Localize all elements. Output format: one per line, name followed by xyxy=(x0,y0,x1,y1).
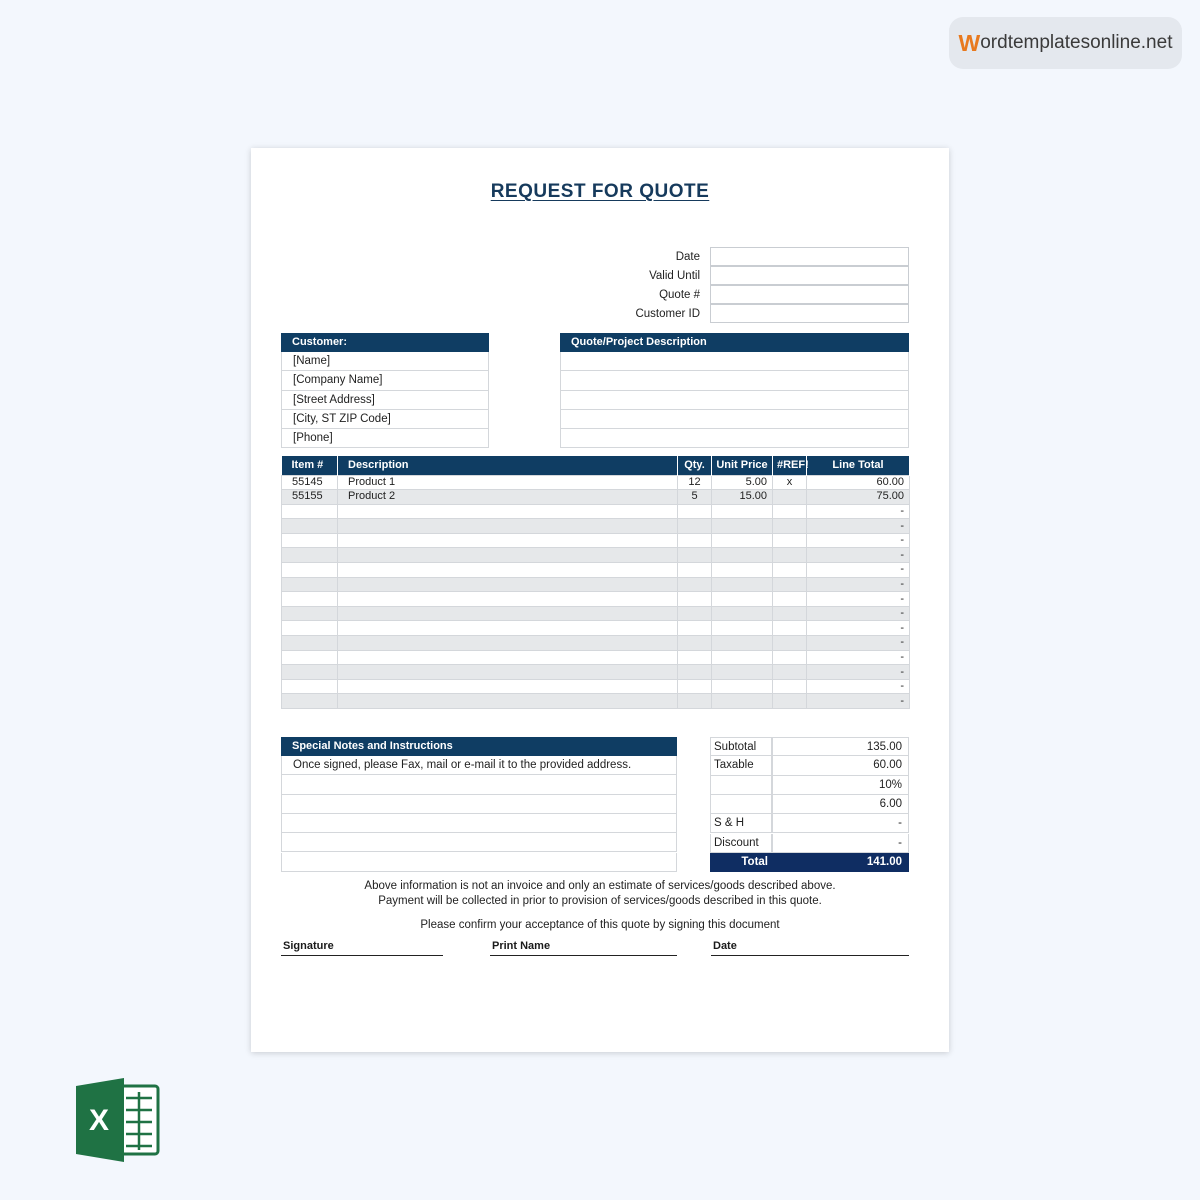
table-row xyxy=(282,519,910,534)
customer-name[interactable]: [Name] xyxy=(281,352,489,371)
cell-qty[interactable] xyxy=(678,519,712,534)
cell-line-total: - xyxy=(807,636,910,651)
cell-qty[interactable] xyxy=(678,679,712,694)
tax-rate-value[interactable]: 10% xyxy=(772,776,909,795)
cell-item-number[interactable] xyxy=(282,504,338,519)
cell-ref[interactable] xyxy=(773,548,807,563)
meta-label-customer-id: Customer ID xyxy=(635,308,700,320)
cell-description[interactable] xyxy=(338,504,678,519)
table-row xyxy=(282,694,910,709)
cell-ref[interactable] xyxy=(773,679,807,694)
cell-ref[interactable] xyxy=(773,490,807,505)
quote-number-field[interactable] xyxy=(710,285,909,304)
taxable-label: Taxable xyxy=(710,756,772,775)
subtotal-label: Subtotal xyxy=(710,737,772,756)
table-row xyxy=(282,621,910,636)
notes-line[interactable] xyxy=(281,833,677,852)
cell-ref[interactable] xyxy=(773,694,807,709)
svg-text:X: X xyxy=(88,1104,110,1137)
signature-date-line[interactable]: Date xyxy=(711,940,909,956)
cell-qty[interactable] xyxy=(678,650,712,665)
cell-ref[interactable] xyxy=(773,533,807,548)
customer-city[interactable]: [City, ST ZIP Code] xyxy=(281,410,489,429)
cell-description[interactable] xyxy=(338,636,678,651)
cell-unit-price[interactable] xyxy=(712,665,773,680)
cell-unit-price[interactable] xyxy=(712,519,773,534)
cell-qty[interactable] xyxy=(678,636,712,651)
cell-qty[interactable] xyxy=(678,592,712,607)
table-row xyxy=(282,548,910,563)
cell-unit-price[interactable] xyxy=(712,592,773,607)
table-row xyxy=(282,650,910,665)
cell-ref[interactable] xyxy=(773,621,807,636)
cell-item-number[interactable] xyxy=(282,592,338,607)
cell-unit-price[interactable] xyxy=(712,694,773,709)
brand-name: ordtemplatesonline.net xyxy=(980,32,1173,53)
cell-qty[interactable]: 5 xyxy=(678,490,712,505)
notes-line[interactable] xyxy=(281,775,677,794)
project-line[interactable] xyxy=(560,410,909,429)
table-row xyxy=(282,504,910,519)
notes-line[interactable] xyxy=(281,795,677,814)
meta-label-quote-number: Quote # xyxy=(659,289,700,301)
table-row xyxy=(282,636,910,651)
disclaimer-line-2: Payment will be collected in prior to provision of services/goods described in this quote. xyxy=(378,895,822,907)
cell-ref[interactable] xyxy=(773,606,807,621)
cell-line-total: - xyxy=(807,533,910,548)
col-line-total: Line Total xyxy=(807,456,910,475)
discount-value[interactable]: - xyxy=(772,834,909,853)
project-line[interactable] xyxy=(560,352,909,371)
document-title: REQUEST FOR QUOTE xyxy=(490,181,710,202)
cell-line-total: - xyxy=(807,694,910,709)
col-ref: #REF! xyxy=(773,456,807,475)
brand-initial: W xyxy=(958,29,981,56)
customer-street[interactable]: [Street Address] xyxy=(281,391,489,410)
cell-line-total: - xyxy=(807,592,910,607)
cell-line-total: - xyxy=(807,563,910,578)
col-item-number: Item # xyxy=(282,456,338,475)
cell-qty[interactable]: 12 xyxy=(678,475,712,490)
cell-qty[interactable] xyxy=(678,665,712,680)
cell-ref[interactable] xyxy=(773,650,807,665)
items-table xyxy=(281,456,910,709)
table-row xyxy=(282,563,910,578)
valid-until-field[interactable] xyxy=(710,266,909,285)
cell-item-number[interactable]: 55145 xyxy=(282,475,338,490)
cell-qty[interactable] xyxy=(678,577,712,592)
cell-item-number[interactable] xyxy=(282,519,338,534)
cell-item-number[interactable] xyxy=(282,606,338,621)
cell-unit-price[interactable] xyxy=(712,504,773,519)
cell-ref[interactable] xyxy=(773,519,807,534)
cell-qty[interactable] xyxy=(678,694,712,709)
table-row xyxy=(282,475,910,490)
shipping-label: S & H xyxy=(710,814,772,833)
cell-item-number[interactable] xyxy=(282,577,338,592)
subtotal-value: 135.00 xyxy=(772,737,909,756)
discount-label: Discount xyxy=(710,834,772,853)
cell-description[interactable] xyxy=(338,650,678,665)
cell-description[interactable] xyxy=(338,679,678,694)
cell-unit-price[interactable] xyxy=(712,548,773,563)
cell-line-total: - xyxy=(807,665,910,680)
excel-icon xyxy=(76,1078,160,1162)
cell-item-number[interactable] xyxy=(282,533,338,548)
cell-line-total: 75.00 xyxy=(807,490,910,505)
cell-item-number[interactable] xyxy=(282,694,338,709)
print-name-line[interactable]: Print Name xyxy=(490,940,677,956)
cell-line-total: - xyxy=(807,519,910,534)
cell-item-number[interactable] xyxy=(282,621,338,636)
notes-line[interactable]: Once signed, please Fax, mail or e-mail it to the provided address. xyxy=(281,756,677,775)
date-field[interactable] xyxy=(710,247,909,266)
cell-unit-price[interactable] xyxy=(712,650,773,665)
shipping-value[interactable]: - xyxy=(772,814,909,833)
cell-description[interactable] xyxy=(338,563,678,578)
cell-unit-price[interactable]: 15.00 xyxy=(712,490,773,505)
cell-qty[interactable] xyxy=(678,606,712,621)
cell-ref[interactable] xyxy=(773,563,807,578)
cell-line-total: - xyxy=(807,650,910,665)
tax-amount-value: 6.00 xyxy=(772,795,909,814)
signature-line[interactable]: Signature xyxy=(281,940,443,956)
tax-rate-label xyxy=(710,776,772,795)
cell-description[interactable] xyxy=(338,665,678,680)
table-row xyxy=(282,533,910,548)
cell-description[interactable] xyxy=(338,621,678,636)
customer-header: Customer: xyxy=(281,333,489,352)
table-row xyxy=(282,577,910,592)
total-label: Total xyxy=(710,853,772,872)
items-header-row xyxy=(282,456,910,475)
notes-line[interactable] xyxy=(281,853,677,872)
meta-label-valid-until: Valid Until xyxy=(649,270,700,282)
cell-unit-price[interactable] xyxy=(712,679,773,694)
cell-description[interactable]: Product 1 xyxy=(338,475,678,490)
tax-amount-label xyxy=(710,795,772,814)
cell-qty[interactable] xyxy=(678,563,712,578)
cell-unit-price[interactable] xyxy=(712,621,773,636)
brand-badge xyxy=(949,17,1182,69)
customer-company[interactable]: [Company Name] xyxy=(281,371,489,390)
customer-phone[interactable]: [Phone] xyxy=(281,429,489,448)
cell-item-number[interactable] xyxy=(282,665,338,680)
project-header: Quote/Project Description xyxy=(560,333,909,352)
col-description: Description xyxy=(338,456,678,475)
cell-unit-price[interactable]: 5.00 xyxy=(712,475,773,490)
cell-ref[interactable] xyxy=(773,577,807,592)
col-qty: Qty. xyxy=(678,456,712,475)
cell-unit-price[interactable] xyxy=(712,577,773,592)
cell-description[interactable] xyxy=(338,519,678,534)
table-row xyxy=(282,606,910,621)
table-row xyxy=(282,679,910,694)
cell-item-number[interactable] xyxy=(282,563,338,578)
cell-item-number[interactable] xyxy=(282,548,338,563)
cell-qty[interactable] xyxy=(678,548,712,563)
notes-line[interactable] xyxy=(281,814,677,833)
project-line[interactable] xyxy=(560,391,909,410)
cell-line-total: - xyxy=(807,621,910,636)
table-row xyxy=(282,665,910,680)
table-row xyxy=(282,490,910,505)
cell-item-number[interactable]: 55155 xyxy=(282,490,338,505)
cell-ref[interactable] xyxy=(773,592,807,607)
cell-line-total: - xyxy=(807,679,910,694)
cell-line-total: - xyxy=(807,577,910,592)
cell-description[interactable] xyxy=(338,577,678,592)
cell-item-number[interactable] xyxy=(282,636,338,651)
notes-header: Special Notes and Instructions xyxy=(281,737,677,756)
cell-item-number[interactable] xyxy=(282,679,338,694)
disclaimer-line-1: Above information is not an invoice and only an estimate of services/goods described above. xyxy=(364,880,836,892)
cell-item-number[interactable] xyxy=(282,650,338,665)
cell-description[interactable] xyxy=(338,694,678,709)
cell-ref[interactable] xyxy=(773,636,807,651)
project-line[interactable] xyxy=(560,429,909,448)
taxable-value: 60.00 xyxy=(772,756,909,775)
cell-description[interactable] xyxy=(338,533,678,548)
cell-line-total: - xyxy=(807,504,910,519)
cell-line-total: - xyxy=(807,548,910,563)
meta-label-date: Date xyxy=(675,251,700,263)
col-unit-price: Unit Price xyxy=(712,456,773,475)
cell-unit-price[interactable] xyxy=(712,606,773,621)
project-line[interactable] xyxy=(560,371,909,390)
cell-description[interactable] xyxy=(338,592,678,607)
cell-unit-price[interactable] xyxy=(712,563,773,578)
acceptance-text: Please confirm your acceptance of this quote by signing this document xyxy=(420,919,780,931)
cell-qty[interactable] xyxy=(678,533,712,548)
cell-line-total: - xyxy=(807,606,910,621)
cell-line-total: 60.00 xyxy=(807,475,910,490)
cell-description[interactable] xyxy=(338,606,678,621)
cell-ref[interactable]: x xyxy=(773,475,807,490)
cell-qty[interactable] xyxy=(678,504,712,519)
cell-qty[interactable] xyxy=(678,621,712,636)
total-value: 141.00 xyxy=(772,853,909,872)
cell-unit-price[interactable] xyxy=(712,636,773,651)
cell-ref[interactable] xyxy=(773,504,807,519)
cell-ref[interactable] xyxy=(773,665,807,680)
cell-unit-price[interactable] xyxy=(712,533,773,548)
cell-description[interactable] xyxy=(338,548,678,563)
customer-id-field[interactable] xyxy=(710,304,909,323)
cell-description[interactable]: Product 2 xyxy=(338,490,678,505)
table-row xyxy=(282,592,910,607)
